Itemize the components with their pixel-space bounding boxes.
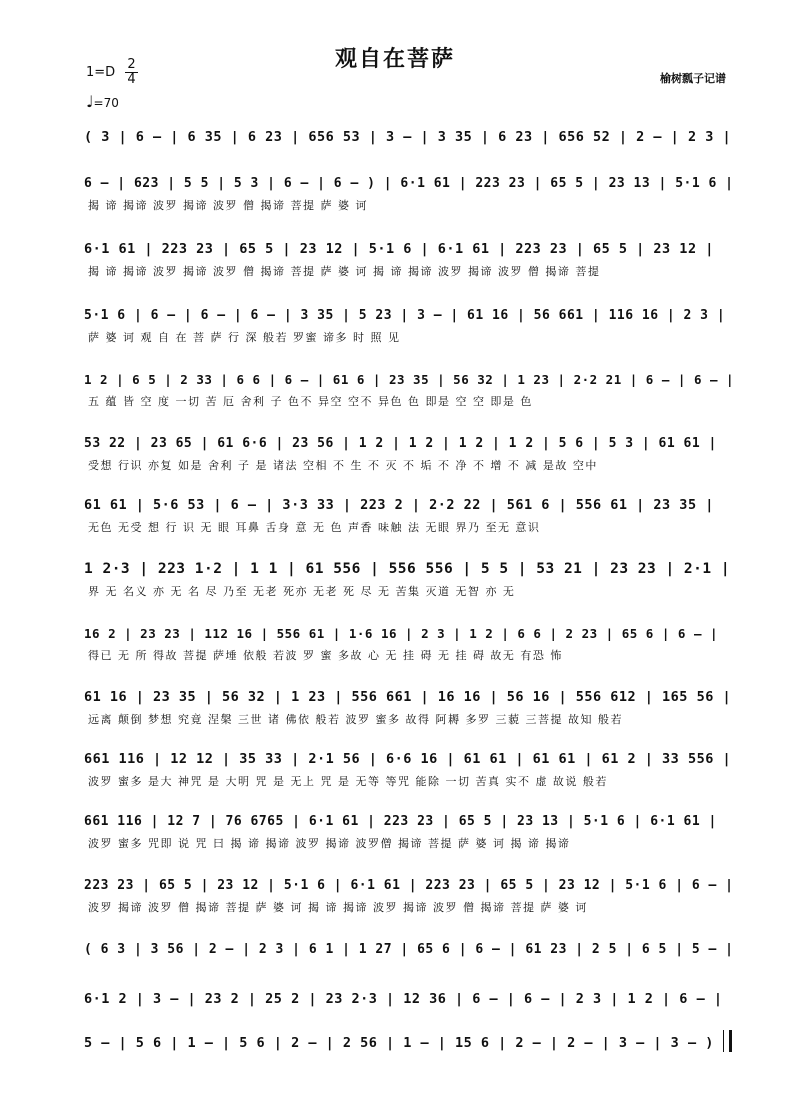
- transcriber-credit: 榆树瓢子记谱: [660, 72, 726, 85]
- notation-line: 6·1 61 | 223 23 | 65 5 | 23 12 | 5·1 6 | 6·1 61 | 223 23 | 65 5 | 23 12 |: [84, 241, 714, 257]
- score-system: [84, 170, 734, 213]
- lyrics-line: 揭 谛 揭谛 波罗 揭谛 波罗 僧 揭谛 菩提 萨 婆 诃 揭 谛 揭谛 波罗 揭谛 波罗 僧 揭谛 菩提: [88, 265, 601, 278]
- lyrics-line: [84, 963, 734, 979]
- score-system: [84, 430, 734, 473]
- score-system: [84, 302, 734, 345]
- lyrics-line: 揭 谛 揭谛 波罗 揭谛 波罗 僧 揭谛 菩提 萨 婆 诃: [88, 199, 368, 212]
- notation-line: 661 116 | 12 12 | 35 33 | 2·1 56 | 6·6 16 | 61 61 | 61 61 | 61 2 | 33 556 |: [84, 751, 732, 767]
- score-system: [84, 492, 734, 535]
- key-label: 1=D: [86, 65, 116, 80]
- lyrics-line: 无色 无受 想 行 识 无 眼 耳鼻 舌身 意 无 色 声香 味触 法 无眼 界乃 至无 意识: [88, 521, 541, 534]
- time-signature-top: 2: [127, 57, 136, 72]
- lyrics-line: 得已 无 所 得故 菩提 萨埵 依般 若波 罗 蜜 多故 心 无 挂 碍 无 挂 碍 故无 有恐 怖: [88, 649, 563, 662]
- score-title: 观自在菩萨: [334, 46, 455, 72]
- tempo-value: =70: [93, 96, 119, 110]
- score-system: [84, 236, 734, 279]
- score-system: [84, 124, 734, 167]
- notation-line: 223 23 | 65 5 | 23 12 | 5·1 6 | 6·1 61 | 223 23 | 65 5 | 23 12 | 5·1 6 | 6 — |: [84, 877, 734, 893]
- lyrics-line: 波罗 蜜多 是大 神咒 是 大明 咒 是 无上 咒 是 无等 等咒 能除 一切 苦真 实不 虚 故说 般若: [88, 775, 608, 788]
- lyrics-line: 受想 行识 亦复 如是 舍利 子 是 诸法 空相 不 生 不 灭 不 垢 不 净 不 增 不 减 是故 空中: [88, 459, 598, 472]
- lyrics-line: 波罗 蜜多 咒即 说 咒 曰 揭 谛 揭谛 波罗 揭谛 波罗僧 揭谛 菩提 萨 婆 诃 揭 谛 揭谛: [88, 837, 571, 850]
- tempo-marking: [86, 92, 119, 111]
- notation-line: ( 3 | 6 — | 6 35 | 6 23 | 656 53 | 3 — | 3 35 | 6 23 | 656 52 | 2 — | 2 3 |: [84, 129, 732, 145]
- notation-line: 61 16 | 23 35 | 56 32 | 1 23 | 556 661 | 16 16 | 56 16 | 556 612 | 165 56 |: [84, 689, 732, 705]
- score-system: [84, 366, 734, 409]
- lyrics-line: [84, 1013, 734, 1029]
- score-system: [84, 986, 734, 1029]
- notation-line: 16 2 | 23 23 | 112 16 | 556 61 | 1·6 16 | 2 3 | 1 2 | 6 6 | 2 23 | 65 6 | 6 — |: [84, 625, 719, 641]
- quarter-note-icon: ♩: [86, 92, 94, 111]
- lyrics-line: 远离 颠倒 梦想 究竟 涅槃 三世 诸 佛依 般若 波罗 蜜多 故得 阿耨 多罗 三藐 三菩提 故知 般若: [88, 713, 623, 726]
- score-system: [84, 684, 734, 727]
- notation-line: 53 22 | 23 65 | 61 6·6 | 23 56 | 1 2 | 1 2 | 1 2 | 1 2 | 5 6 | 5 3 | 61 61 |: [84, 435, 717, 451]
- notation-line: 1 2 | 6 5 | 2 33 | 6 6 | 6 — | 61 6 | 23 35 | 56 32 | 1 23 | 2·2 21 | 6 — | 6 — |: [84, 371, 734, 387]
- notation-line: 6·1 2 | 3 — | 23 2 | 25 2 | 23 2·3 | 12 36 | 6 — | 6 — | 2 3 | 1 2 | 6 — |: [84, 991, 723, 1007]
- score-system: [84, 620, 734, 663]
- notation-line: 5 — | 5 6 | 1 — | 5 6 | 2 — | 2 56 | 1 — | 15 6 | 2 — | 2 — | 3 — | 3 — ): [84, 1035, 714, 1051]
- time-signature-bottom: 4: [127, 72, 136, 87]
- score-system: [84, 746, 734, 789]
- score-system: [84, 872, 734, 915]
- lyrics-line: 界 无 名义 亦 无 名 尽 乃至 无老 死亦 无老 死 尽 无 苦集 灭道 无智 亦 无: [88, 585, 516, 598]
- score-system: [84, 808, 734, 851]
- notation-line: 661 116 | 12 7 | 76 6765 | 6·1 61 | 223 23 | 65 5 | 23 13 | 5·1 6 | 6·1 61 |: [84, 813, 717, 829]
- notation-line: 6 — | 623 | 5 5 | 5 3 | 6 — | 6 — ) | 6·1 61 | 223 23 | 65 5 | 23 13 | 5·1 6 |: [84, 175, 734, 191]
- notation-line: ( 6 3 | 3 56 | 2 — | 2 3 | 6 1 | 1 27 | 65 6 | 6 — | 61 23 | 2 5 | 6 5 | 5 — |: [84, 941, 734, 957]
- notation-line: 61 61 | 5·6 53 | 6 — | 3·3 33 | 223 2 | 2·2 22 | 561 6 | 556 61 | 23 35 |: [84, 497, 714, 513]
- lyrics-line: [84, 1057, 734, 1073]
- lyrics-line: [84, 151, 734, 167]
- score-system: [84, 1030, 734, 1073]
- final-barline: [723, 1030, 732, 1052]
- notation-line: 5·1 6 | 6 — | 6 — | 6 — | 3 35 | 5 23 | 3 — | 61 16 | 56 661 | 116 16 | 2 3 |: [84, 307, 726, 323]
- notation-line: 1 2·3 | 223 1·2 | 1 1 | 61 556 | 556 556 | 5 5 | 53 21 | 23 23 | 2·1 |: [84, 561, 731, 577]
- lyrics-line: 波罗 揭谛 波罗 僧 揭谛 菩提 萨 婆 诃 揭 谛 揭谛 波罗 揭谛 波罗 僧 揭谛 菩提 萨 婆 诃: [88, 901, 588, 914]
- score-system: [84, 936, 734, 979]
- score-system: [84, 556, 734, 599]
- key-signature: [86, 58, 138, 87]
- time-signature: [125, 58, 137, 87]
- lyrics-line: 萨 婆 诃 观 自 在 菩 萨 行 深 般若 罗蜜 谛多 时 照 见: [88, 331, 401, 344]
- lyrics-line: 五 蕴 皆 空 度 一切 苦 厄 舍利 子 色不 异空 空不 异色 色 即是 空 空 即是 色: [88, 395, 533, 408]
